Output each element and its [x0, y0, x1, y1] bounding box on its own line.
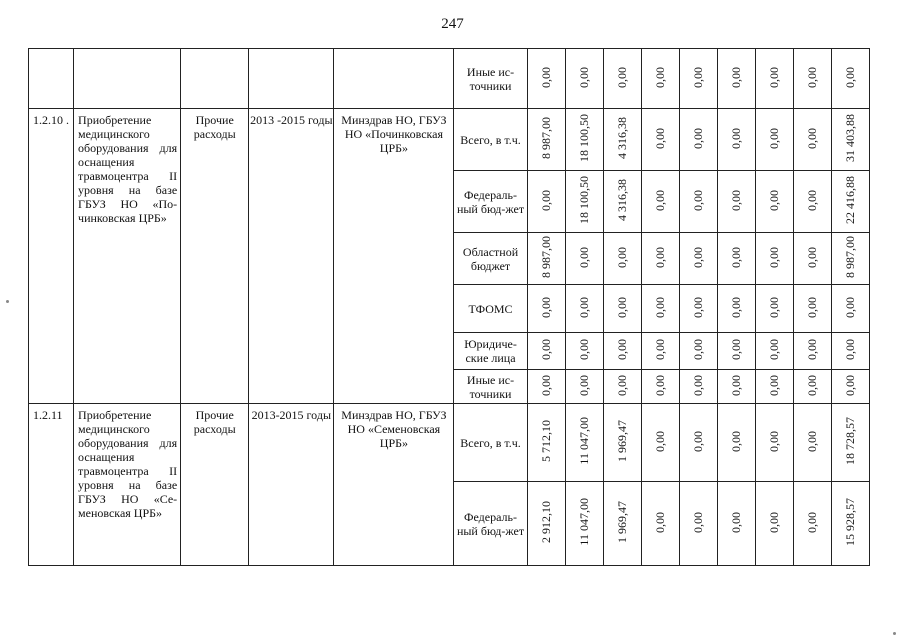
empty-cell [334, 49, 454, 109]
value: 0,00 [615, 66, 630, 88]
value-cell [717, 109, 755, 171]
value-cell [717, 233, 755, 285]
value: 0,00 [729, 339, 744, 360]
value-cell [755, 482, 793, 566]
value: 0,00 [805, 127, 820, 149]
value-cell [565, 171, 603, 233]
value: 0,00 [805, 339, 820, 360]
value-cell [717, 370, 755, 404]
value: 0,00 [653, 66, 668, 88]
value-cell [565, 370, 603, 404]
value: 0,00 [653, 127, 668, 149]
value-cell [755, 333, 793, 370]
table-row [29, 49, 870, 109]
value: 0,00 [615, 296, 630, 318]
value-cell [603, 333, 641, 370]
funding-source: Федераль-ный бюд-жет [454, 171, 527, 233]
value-cell [565, 333, 603, 370]
value: 15 928,57 [843, 498, 858, 546]
value: 0,00 [767, 339, 782, 360]
value-cell [641, 285, 679, 333]
value: 0,00 [729, 189, 744, 211]
empty-cell [29, 49, 74, 109]
value-cell [755, 285, 793, 333]
value-cell [755, 49, 793, 109]
value: 0,00 [805, 296, 820, 318]
value-cell [831, 171, 869, 233]
funding-source: Всего, в т.ч. [454, 404, 527, 482]
value-cell [831, 233, 869, 285]
value-cell [793, 482, 831, 566]
value-cell [717, 171, 755, 233]
value: 0,00 [653, 339, 668, 360]
value: 8 987,00 [843, 236, 858, 278]
value: 0,00 [691, 66, 706, 88]
value-cell [641, 49, 679, 109]
value: 4 316,38 [615, 117, 630, 159]
value: 0,00 [729, 246, 744, 268]
value: 0,00 [767, 511, 782, 533]
value-cell [717, 482, 755, 566]
value: 0,00 [843, 66, 858, 88]
value: 0,00 [767, 296, 782, 318]
value-cell [679, 285, 717, 333]
value: 0,00 [653, 374, 668, 396]
value-cell [603, 49, 641, 109]
value: 0,00 [691, 374, 706, 396]
budget-table [28, 48, 870, 566]
value-cell [755, 233, 793, 285]
value: 11 047,00 [577, 498, 592, 546]
value-cell [603, 171, 641, 233]
executor: Минздрав НО, ГБУЗ НО «Семеновская ЦРБ» [334, 404, 454, 566]
value-cell [527, 233, 565, 285]
value-cell [717, 49, 755, 109]
value-cell [831, 404, 869, 482]
scan-speck [6, 300, 9, 303]
value: 0,00 [539, 189, 554, 211]
value-cell [755, 404, 793, 482]
value: 0,00 [729, 296, 744, 318]
value: 1 969,47 [615, 420, 630, 462]
value-cell [527, 109, 565, 171]
value: 0,00 [577, 374, 592, 396]
value-cell [831, 285, 869, 333]
item-name: Приобретение медицинского оборудования для оснащения травмоцентра II уровня на базе ГБУЗ НО «По-чинковская ЦРБ» [74, 109, 181, 404]
value-cell [641, 370, 679, 404]
value-cell [831, 370, 869, 404]
expense-type: Прочие расходы [181, 404, 249, 566]
item-number: 1.2.10 . [29, 109, 74, 404]
value: 0,00 [653, 246, 668, 268]
value-cell [793, 49, 831, 109]
value-cell [603, 404, 641, 482]
value-cell [793, 233, 831, 285]
value-cell [565, 49, 603, 109]
value-cell [565, 109, 603, 171]
value: 18 728,57 [843, 417, 858, 465]
value-cell [527, 404, 565, 482]
value: 0,00 [767, 127, 782, 149]
value: 0,00 [805, 246, 820, 268]
value: 0,00 [805, 430, 820, 452]
value: 0,00 [843, 374, 858, 396]
value: 18 100,50 [577, 176, 592, 224]
value: 11 047,00 [577, 417, 592, 465]
value: 0,00 [805, 511, 820, 533]
value: 0,00 [577, 339, 592, 360]
funding-source: Областной бюджет [454, 233, 527, 285]
value: 0,00 [767, 374, 782, 396]
value-cell [831, 109, 869, 171]
value-cell [603, 109, 641, 171]
value-cell [565, 404, 603, 482]
value: 0,00 [767, 189, 782, 211]
value-cell [603, 482, 641, 566]
value: 0,00 [577, 246, 592, 268]
value-cell [603, 285, 641, 333]
funding-source: Федераль-ный бюд-жет [454, 482, 527, 566]
value: 0,00 [767, 430, 782, 452]
funding-source: Юридиче-ские лица [454, 333, 527, 370]
value: 0,00 [805, 66, 820, 88]
value: 0,00 [539, 66, 554, 88]
funding-source: Всего, в т.ч. [454, 109, 527, 171]
value: 0,00 [805, 374, 820, 396]
value-cell [831, 49, 869, 109]
expense-type: Прочие расходы [181, 109, 249, 404]
value-cell [679, 171, 717, 233]
value-cell [679, 333, 717, 370]
empty-cell [74, 49, 181, 109]
value: 8 987,00 [539, 117, 554, 159]
item-number: 1.2.11 [29, 404, 74, 566]
value: 5 712,10 [539, 420, 554, 462]
value: 0,00 [691, 430, 706, 452]
value: 1 969,47 [615, 501, 630, 543]
value-cell [527, 333, 565, 370]
value: 0,00 [653, 430, 668, 452]
value: 0,00 [577, 296, 592, 318]
value-cell [603, 370, 641, 404]
value: 0,00 [805, 189, 820, 211]
value: 0,00 [691, 189, 706, 211]
value-cell [679, 233, 717, 285]
funding-source: Иные ис-точники [454, 370, 527, 404]
value: 0,00 [653, 296, 668, 318]
value-cell [793, 109, 831, 171]
value-cell [641, 333, 679, 370]
value: 18 100,50 [577, 114, 592, 162]
value: 0,00 [843, 296, 858, 318]
value-cell [793, 171, 831, 233]
empty-cell [181, 49, 249, 109]
value: 0,00 [729, 374, 744, 396]
value-cell [793, 404, 831, 482]
value: 0,00 [729, 430, 744, 452]
value: 0,00 [615, 246, 630, 268]
value-cell [831, 482, 869, 566]
value-cell [717, 333, 755, 370]
value-cell [527, 49, 565, 109]
table-row [29, 109, 870, 171]
value-cell [831, 333, 869, 370]
value-cell [603, 233, 641, 285]
value: 0,00 [539, 296, 554, 318]
value: 0,00 [691, 296, 706, 318]
value-cell [679, 404, 717, 482]
funding-source: ТФОМС [454, 285, 527, 333]
value-cell [641, 109, 679, 171]
value: 8 987,00 [539, 236, 554, 278]
value: 0,00 [539, 374, 554, 396]
value-cell [565, 233, 603, 285]
value: 0,00 [691, 511, 706, 533]
item-name: Приобретение медицинского оборудования для оснащения травмоцентра II уровня на базе ГБУЗ НО «Се-меновская ЦРБ» [74, 404, 181, 566]
value-cell [679, 370, 717, 404]
period: 2013-2015 годы [249, 404, 334, 566]
value-cell [527, 285, 565, 333]
value: 0,00 [767, 246, 782, 268]
value: 0,00 [653, 511, 668, 533]
value-cell [679, 109, 717, 171]
scan-speck [893, 632, 896, 635]
value: 2 912,10 [539, 501, 554, 543]
period: 2013 -2015 годы [249, 109, 334, 404]
value: 0,00 [691, 127, 706, 149]
value-cell [793, 333, 831, 370]
value: 22 416,88 [843, 176, 858, 224]
funding-source: Иные ис-точники [454, 49, 527, 109]
value: 0,00 [843, 339, 858, 360]
value: 0,00 [615, 374, 630, 396]
value-cell [679, 49, 717, 109]
value-cell [527, 482, 565, 566]
value-cell [527, 171, 565, 233]
value: 0,00 [577, 66, 592, 88]
value-cell [565, 285, 603, 333]
value-cell [755, 171, 793, 233]
value: 4 316,38 [615, 179, 630, 221]
executor: Минздрав НО, ГБУЗ НО «Починковская ЦРБ» [334, 109, 454, 404]
value: 0,00 [691, 246, 706, 268]
value: 0,00 [729, 66, 744, 88]
value-cell [679, 482, 717, 566]
value-cell [717, 404, 755, 482]
value: 0,00 [539, 339, 554, 360]
value-cell [641, 233, 679, 285]
value: 0,00 [729, 127, 744, 149]
value: 0,00 [653, 189, 668, 211]
value: 31 403,88 [843, 114, 858, 162]
value-cell [527, 370, 565, 404]
value-cell [793, 285, 831, 333]
value-cell [641, 404, 679, 482]
value-cell [641, 171, 679, 233]
page-number: 247 [441, 16, 464, 32]
value-cell [641, 482, 679, 566]
value-cell [793, 370, 831, 404]
empty-cell [249, 49, 334, 109]
value: 0,00 [767, 66, 782, 88]
value: 0,00 [615, 339, 630, 360]
value: 0,00 [729, 511, 744, 533]
value: 0,00 [691, 339, 706, 360]
table-row [29, 404, 870, 482]
value-cell [565, 482, 603, 566]
value-cell [755, 109, 793, 171]
value-cell [717, 285, 755, 333]
value-cell [755, 370, 793, 404]
